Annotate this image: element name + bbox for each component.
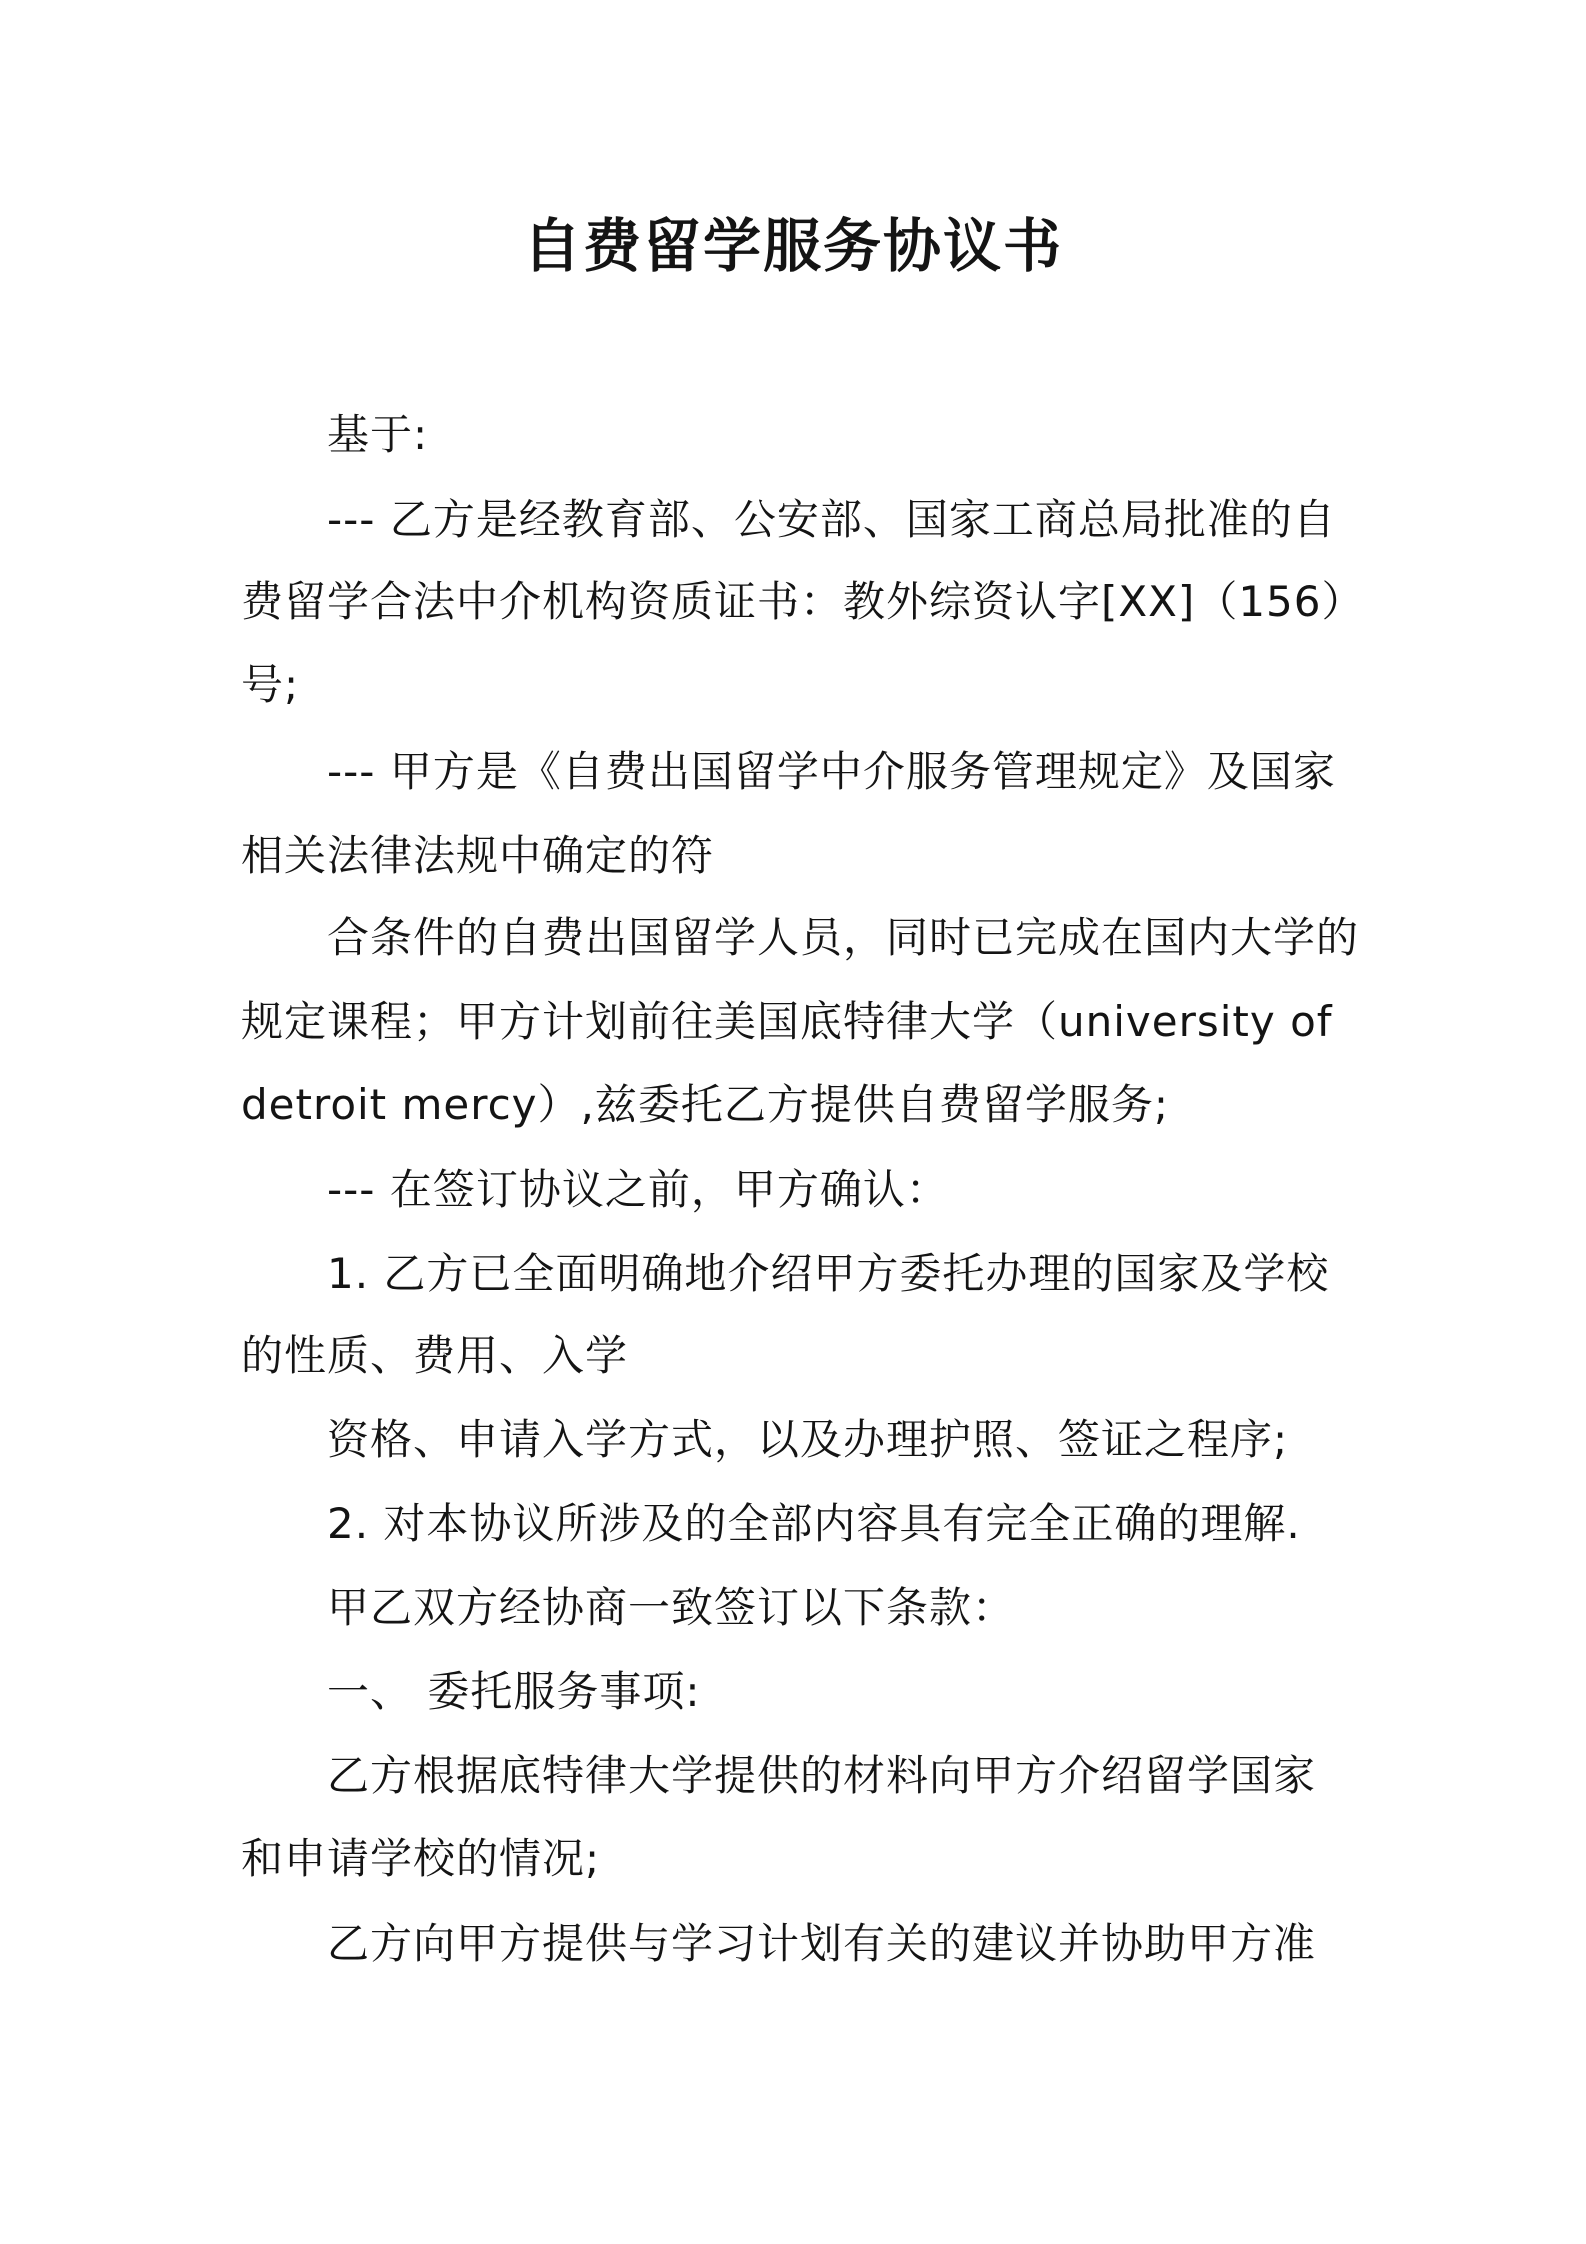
- text-line-service-2a: 乙方向甲方提供与学习计划有关的建议并协助甲方准: [327, 1919, 1317, 1968]
- text-line-party-a-5: detroit mercy）,兹委托乙方提供自费留学服务;: [241, 1080, 1170, 1129]
- text-line-party-b-2: 费留学合法中介机构资质证书：教外综资认字[XX]（156）: [241, 577, 1365, 626]
- section-heading-1: 一、 委托服务事项:: [327, 1667, 701, 1716]
- text-line-party-a-1: --- 甲方是《自费出国留学中介服务管理规定》及国家: [327, 747, 1336, 796]
- text-line-confirm: --- 在签订协议之前，甲方确认：: [327, 1165, 949, 1214]
- text-line-party-a-2: 相关法律法规中确定的符: [241, 831, 715, 880]
- text-line-confirm-2: 2. 对本协议所涉及的全部内容具有完全正确的理解.: [327, 1499, 1301, 1548]
- text-line-party-a-4: 规定课程；甲方计划前往美国底特律大学（university of: [241, 997, 1333, 1046]
- text-line-confirm-1a: 1. 乙方已全面明确地介绍甲方委托办理的国家及学校: [327, 1249, 1330, 1298]
- document-title: 自费留学服务协议书: [522, 212, 1063, 280]
- text-line-confirm-1b: 的性质、费用、入学: [241, 1331, 629, 1380]
- text-line-basis: 基于:: [327, 410, 429, 459]
- text-line-service-1b: 和申请学校的情况;: [241, 1834, 601, 1883]
- text-line-confirm-1c: 资格、申请入学方式，以及办理护照、签证之程序;: [327, 1415, 1289, 1464]
- text-line-agreement: 甲乙双方经协商一致签订以下条款：: [327, 1583, 1016, 1632]
- text-line-service-1a: 乙方根据底特律大学提供的材料向甲方介绍留学国家: [327, 1751, 1317, 1800]
- text-line-party-a-3: 合条件的自费出国留学人员，同时已完成在国内大学的: [327, 913, 1360, 962]
- text-line-party-b-1: --- 乙方是经教育部、公安部、国家工商总局批准的自: [327, 495, 1336, 544]
- text-line-party-b-3: 号;: [241, 660, 300, 709]
